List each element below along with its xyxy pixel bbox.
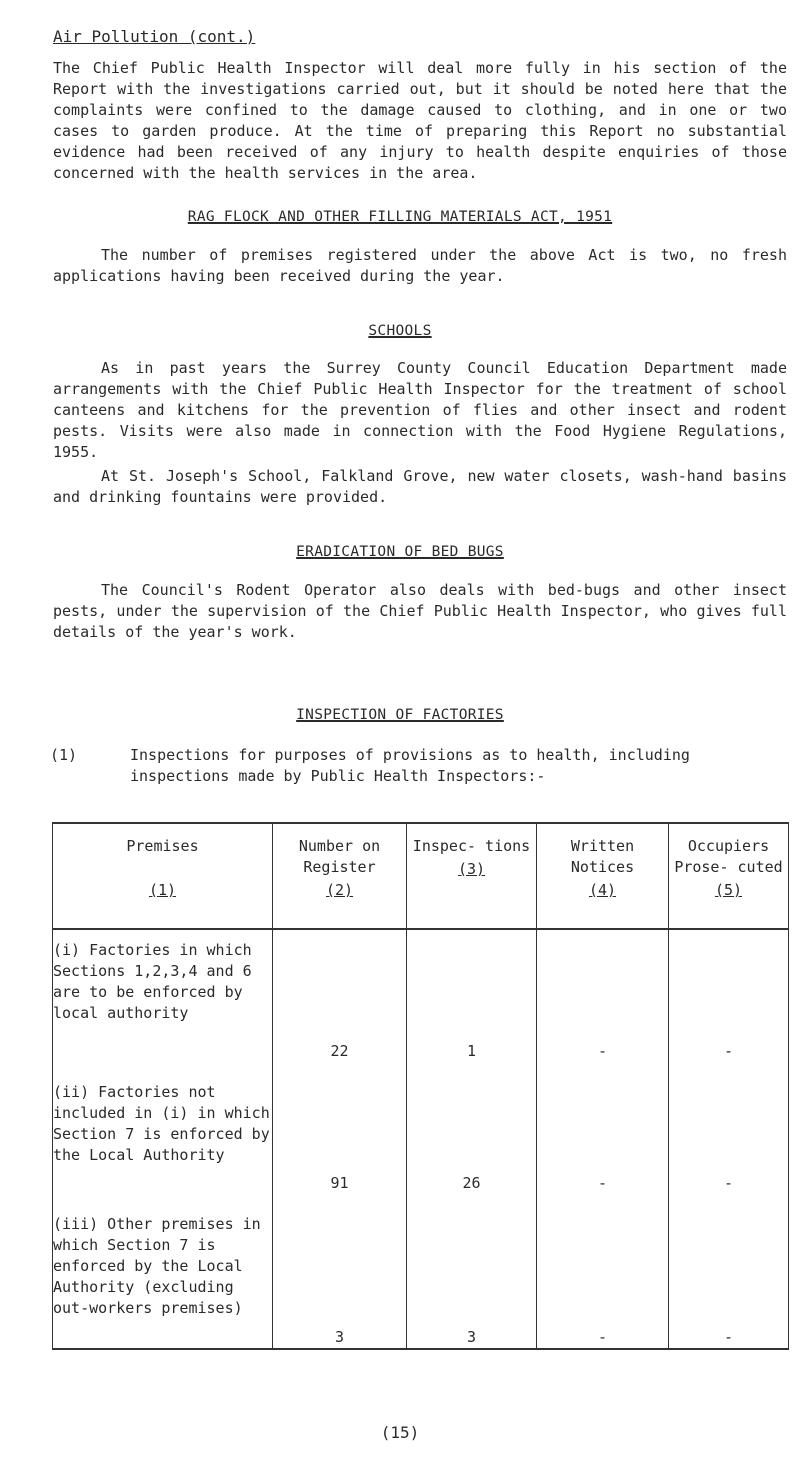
row-premises-label: (i) Factories in which Sections 1,2,3,4 and 6 are to be enforced by local authority (53, 941, 252, 1022)
column-header-premises: Premises (1) (53, 823, 273, 929)
table-row (53, 929, 789, 1062)
row-inspections-value: 26 (462, 1174, 481, 1192)
list-item-text: Inspections for purposes of provisions as to health, including inspections made by Public Health Inspectors:- (130, 746, 690, 785)
air-pollution-paragraph: The Chief Public Health Inspector will deal more fully in his section of the Report with the investigations carried out, but it should be noted here that the complaints were confined to the damage caused to clothing, and in one or two cases to garden produce. At the time of preparing this Report no substantial evidence had been received of any injury to health despite enquiries of those concerned with the health services in the area. (53, 59, 787, 182)
factories-table (52, 822, 789, 1350)
row-notices-value: - (597, 1328, 608, 1346)
bed-bugs-heading: ERADICATION OF BED BUGS (296, 544, 504, 560)
row-prosecuted-value: - (723, 1328, 734, 1346)
running-head: Air Pollution (cont.) (53, 27, 256, 46)
row-notices-value: - (597, 1042, 608, 1060)
row-register-value: 22 (330, 1042, 349, 1060)
bed-bugs-paragraph: The Council's Rodent Operator also deals with bed-bugs and other insect pests, under the supervision of the Chief Public Health Inspector, who gives full details of the year's work. (53, 581, 787, 641)
table-header-row (53, 823, 789, 929)
row-notices-value: - (597, 1174, 608, 1192)
row-register-value: 3 (334, 1328, 345, 1346)
schools-paragraph-2: At St. Joseph's School, Falkland Grove, new water closets, wash-hand basins and drinking fountains were provided. (53, 467, 787, 506)
table-row (53, 1194, 789, 1349)
table-row (53, 1062, 789, 1194)
row-prosecuted-value: - (723, 1042, 734, 1060)
rag-flock-paragraph: The number of premises registered under the above Act is two, no fresh applications having been received during the year. (53, 246, 787, 285)
column-header-notices: Written Notices (4) (537, 823, 669, 929)
row-premises-label: (ii) Factories not included in (i) in which Section 7 is enforced by the Local Authority (53, 1083, 270, 1164)
schools-paragraph-1: As in past years the Surrey County Council Education Department made arrangements with the Chief Public Health Inspector for the treatment of school canteens and kitchens for the prevention of flies and other insect and rodent pests. Visits were also made in connection with the Food Hygiene Regulations, 1955. (53, 359, 787, 461)
column-header-register: Number on Register (2) (273, 823, 407, 929)
schools-heading: SCHOOLS (368, 323, 432, 339)
row-premises-label: (iii) Other premises in which Section 7 is enforced by the Local Authority (excluding out-workers premises) (53, 1215, 261, 1317)
row-register-value: 91 (330, 1174, 349, 1192)
list-item-number: (1) (50, 746, 78, 764)
column-header-prosecuted: Occupiers Prose- cuted (5) (669, 823, 789, 929)
page-number: (15) (380, 1423, 420, 1442)
row-inspections-value: 3 (466, 1328, 477, 1346)
row-prosecuted-value: - (723, 1174, 734, 1192)
factories-heading: INSPECTION OF FACTORIES (296, 707, 504, 723)
rag-flock-heading: RAG FLOCK AND OTHER FILLING MATERIALS ACT, 1951 (187, 209, 613, 225)
row-inspections-value: 1 (466, 1042, 477, 1060)
column-header-inspections: Inspec- tions (3) (407, 823, 537, 929)
